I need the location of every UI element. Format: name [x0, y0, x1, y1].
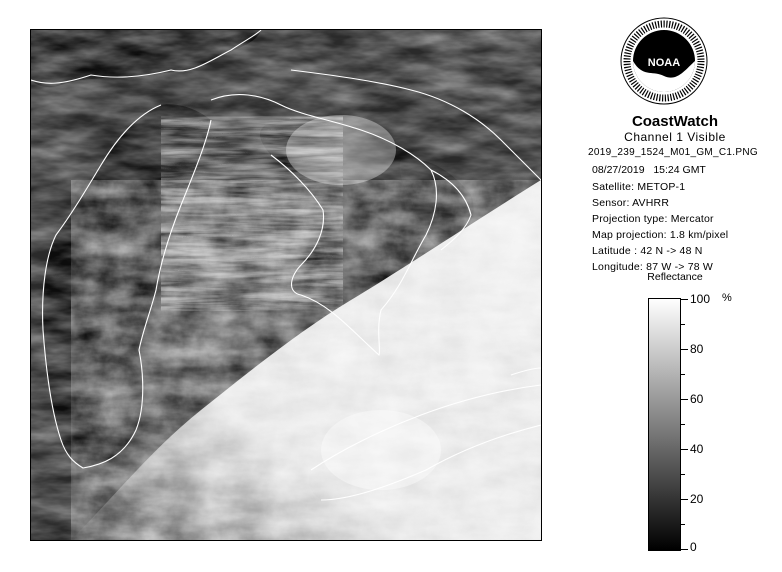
title: CoastWatch: [631, 113, 719, 130]
file-name: 2019_239_1524_M01_GM_C1.PNG: [588, 147, 758, 158]
noaa-logo-graphic: [619, 16, 709, 106]
colorbar-tick: [681, 499, 688, 500]
colorbar-unit: %: [722, 292, 732, 304]
map-canvas: [31, 30, 541, 540]
colorbar-minor-tick: [681, 324, 685, 325]
noaa-logo: [619, 16, 709, 106]
colorbar-tick: [681, 399, 688, 400]
colorbar-minor-tick: [681, 374, 685, 375]
projection-type-info: Projection type: Mercator: [592, 213, 714, 225]
colorbar-minor-tick: [681, 424, 685, 425]
colorbar-label: 80: [690, 342, 704, 356]
date: 08/27/2019: [592, 164, 645, 176]
colorbar-label: 20: [690, 492, 704, 506]
cloud-patch: [286, 115, 396, 185]
sensor-info: Sensor: AVHRR: [592, 197, 670, 209]
colorbar-minor-tick: [681, 474, 685, 475]
longitude-info: Longitude: 87 W -> 78 W: [592, 261, 714, 273]
date-time: [592, 164, 706, 176]
reflectance-colorbar: [648, 298, 681, 551]
colorbar-label: 100: [690, 292, 711, 306]
satellite-info: Satellite: METOP-1: [592, 181, 686, 193]
cloud-patch: [321, 410, 441, 490]
colorbar-label: 60: [690, 392, 704, 406]
colorbar-label: 0: [690, 540, 697, 554]
colorbar-label: 40: [690, 442, 704, 456]
colorbar-title: Reflectance: [647, 271, 703, 283]
colorbar-tick: [681, 449, 688, 450]
latitude-info: Latitude : 42 N -> 48 N: [592, 245, 703, 257]
colorbar-minor-tick: [681, 524, 685, 525]
colorbar-tick: [681, 549, 688, 550]
satellite-image: [30, 29, 542, 541]
subtitle: Channel 1 Visible: [624, 130, 726, 144]
map-projection-info: Map projection: 1.8 km/pixel: [592, 229, 729, 241]
logo-text: NOAA: [647, 57, 681, 69]
colorbar-tick: [681, 299, 688, 300]
time: 15:24 GMT: [653, 164, 706, 176]
colorbar-tick: [681, 349, 688, 350]
